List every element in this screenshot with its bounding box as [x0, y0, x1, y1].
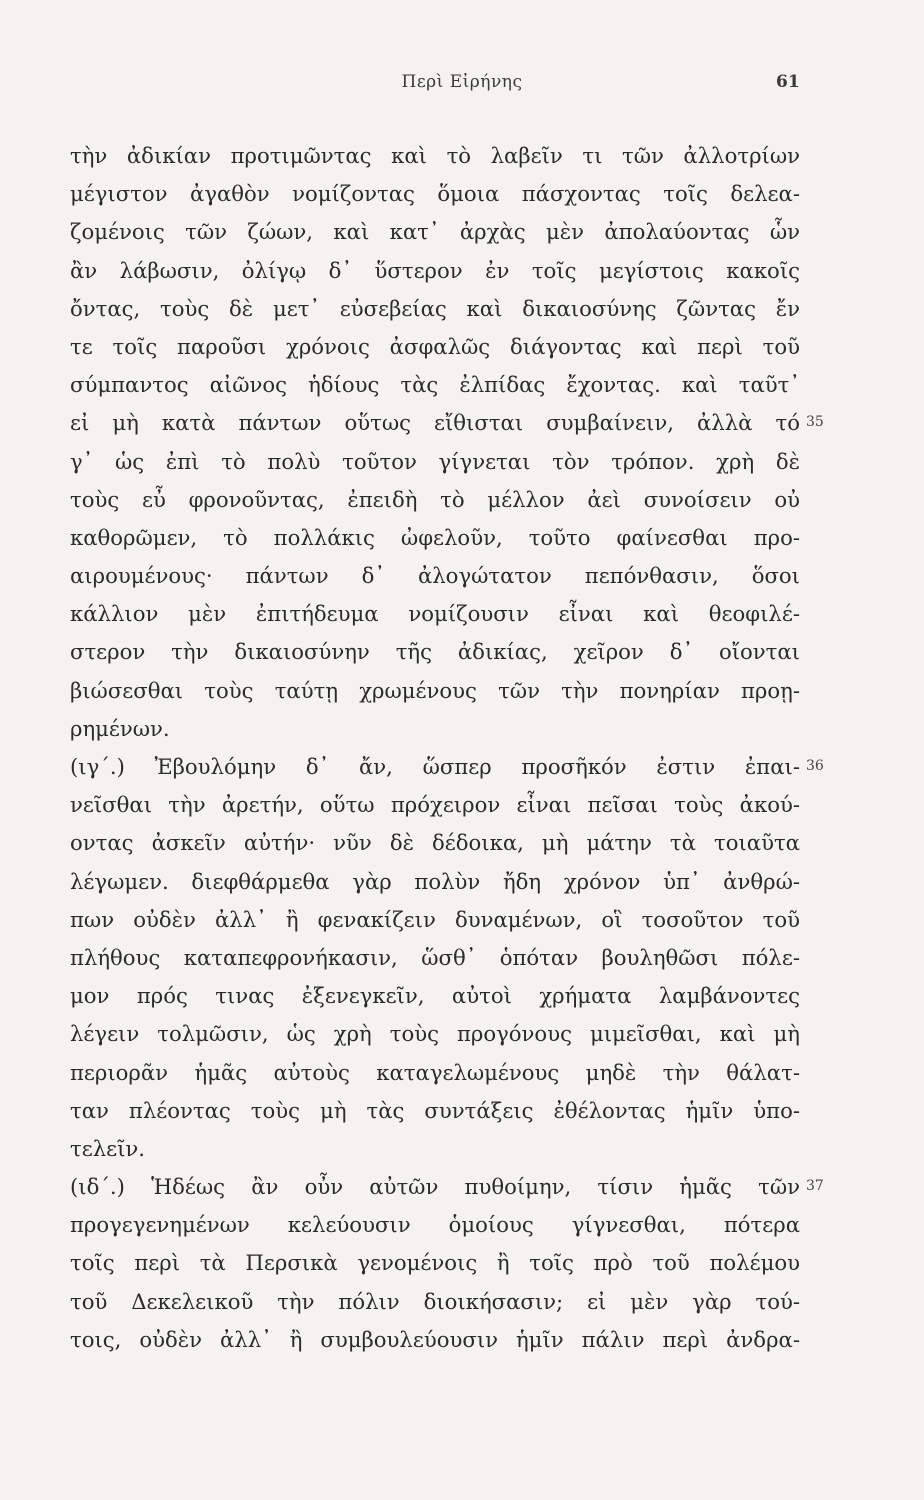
text-line: (ιδ΄.) Ἡδέως ἂν οὖν αὐτῶν πυθοίμην, τίσιν ἡμᾶς τῶν	[70, 1174, 800, 1200]
text-line: σύμπαντος αἰῶνος ἡδίους τὰς ἐλπίδας ἔχοντας. καὶ ταῦτ᾽	[70, 372, 800, 398]
text-line: μέγιστον ἀγαθὸν νομίζοντας ὅμοια πάσχοντας τοῖς δελεα-	[70, 181, 800, 207]
margin-section-number: 35	[806, 414, 824, 431]
body-text	[70, 137, 800, 1359]
text-line: τοὺς εὖ φρονοῦντας, ἐπειδὴ τὸ μέλλον ἀεὶ συνοίσειν οὐ	[70, 486, 800, 512]
text-line: προγεγενημένων κελεύουσιν ὁμοίους γίγνεσθαι, πότερα	[70, 1212, 800, 1238]
text-line: περιορᾶν ἡμᾶς αὐτοὺς καταγελωμένους μηδὲ τὴν θάλατ-	[70, 1059, 800, 1085]
text-line: βιώσεσθαι τοὺς ταύτῃ χρωμένους τῶν τὴν πονηρίαν προῃ-	[70, 677, 800, 703]
margin-section-number: 37	[806, 1178, 824, 1195]
text-line: τοις, οὐδὲν ἀλλ᾽ ἢ συμβουλεύουσιν ἡμῖν πάλιν περὶ ἀνδρα-	[70, 1326, 800, 1352]
text-line: πλήθους καταπεφρονήκασιν, ὥσθ᾽ ὁπόταν βουληθῶσι πόλε-	[70, 944, 800, 970]
text-line: τοῖς περὶ τὰ Περσικὰ γενομένοις ἢ τοῖς πρὸ τοῦ πολέμου	[70, 1250, 800, 1276]
page-number: 61	[776, 72, 800, 92]
text-line: καθορῶμεν, τὸ πολλάκις ὠφελοῦν, τοῦτο φαίνεσθαι προ-	[70, 524, 800, 550]
text-line: ἂν λάβωσιν, ὀλίγῳ δ᾽ ὕστερον ἐν τοῖς μεγίστοις κακοῖς	[70, 257, 800, 283]
text-line: τὴν ἀδικίαν προτιμῶντας καὶ τὸ λαβεῖν τι τῶν ἀλλοτρίων	[70, 143, 800, 168]
text-line: οντας ἀσκεῖν αὐτήν· νῦν δὲ δέδοικα, μὴ μάτην τὰ τοιαῦτα	[70, 830, 800, 856]
text-line: μον πρός τινας ἐξενεγκεῖν, αὐτοὶ χρήματα λαμβάνοντες	[70, 983, 800, 1009]
text-line: τελεῖν.	[70, 1135, 146, 1161]
text-line: (ιγ΄.) Ἐβουλόμην δ᾽ ἄν, ὥσπερ προσῆκόν ἐστιν ἐπαι-	[70, 754, 800, 779]
text-line: εἰ μὴ κατὰ πάντων οὕτως εἴθισται συμβαίνειν, ἀλλὰ τό	[70, 410, 800, 436]
text-line: λέγειν τολμῶσιν, ὡς χρὴ τοὺς προγόνους μιμεῖσθαι, καὶ μὴ	[70, 1021, 800, 1047]
text-line: τε τοῖς παροῦσι χρόνοις ἀσφαλῶς διάγοντας καὶ περὶ τοῦ	[70, 333, 800, 359]
text-line: γ᾽ ὡς ἐπὶ τὸ πολὺ τοῦτον γίγνεται τὸν τρόπον. χρὴ δὲ	[70, 448, 800, 474]
text-line: νεῖσθαι τὴν ἀρετήν, οὕτω πρόχειρον εἶναι πεῖσαι τοὺς ἀκού-	[70, 792, 800, 818]
text-line: πων οὐδὲν ἀλλ᾽ ἢ φενακίζειν δυναμένων, οἳ τοσοῦτον τοῦ	[70, 906, 800, 932]
text-line: τοῦ Δεκελεικοῦ τὴν πόλιν διοικήσασιν; εἰ μὲν γὰρ τού-	[70, 1288, 800, 1314]
margin-section-number: 36	[806, 758, 824, 775]
text-line: λέγωμεν. διεφθάρμεθα γὰρ πολὺν ἤδη χρόνον ὑπ᾽ ἀνθρώ-	[70, 868, 800, 894]
text-line: στερον τὴν δικαιοσύνην τῆς ἀδικίας, χεῖρον δ᾽ οἴονται	[70, 639, 800, 665]
text-line: ρημένων.	[70, 715, 170, 741]
text-line: κάλλιον μὲν ἐπιτήδευμα νομίζουσιν εἶναι καὶ θεοφιλέ-	[70, 601, 800, 627]
text-line: ὄντας, τοὺς δὲ μετ᾽ εὐσεβείας καὶ δικαιοσύνης ζῶντας ἔν	[70, 295, 800, 321]
text-line: αιρουμένους· πάντων δ᾽ ἀλογώτατον πεπόνθασιν, ὅσοι	[70, 563, 800, 589]
running-head-title: Περὶ Εἰρήνης	[401, 72, 523, 92]
text-line: ταν πλέοντας τοὺς μὴ τὰς συντάξεις ἐθέλοντας ἡμῖν ὑπο-	[70, 1097, 800, 1123]
text-line: ζομένοις τῶν ζώων, καὶ κατ᾽ ἀρχὰς μὲν ἀπολαύοντας ὧν	[70, 219, 800, 245]
